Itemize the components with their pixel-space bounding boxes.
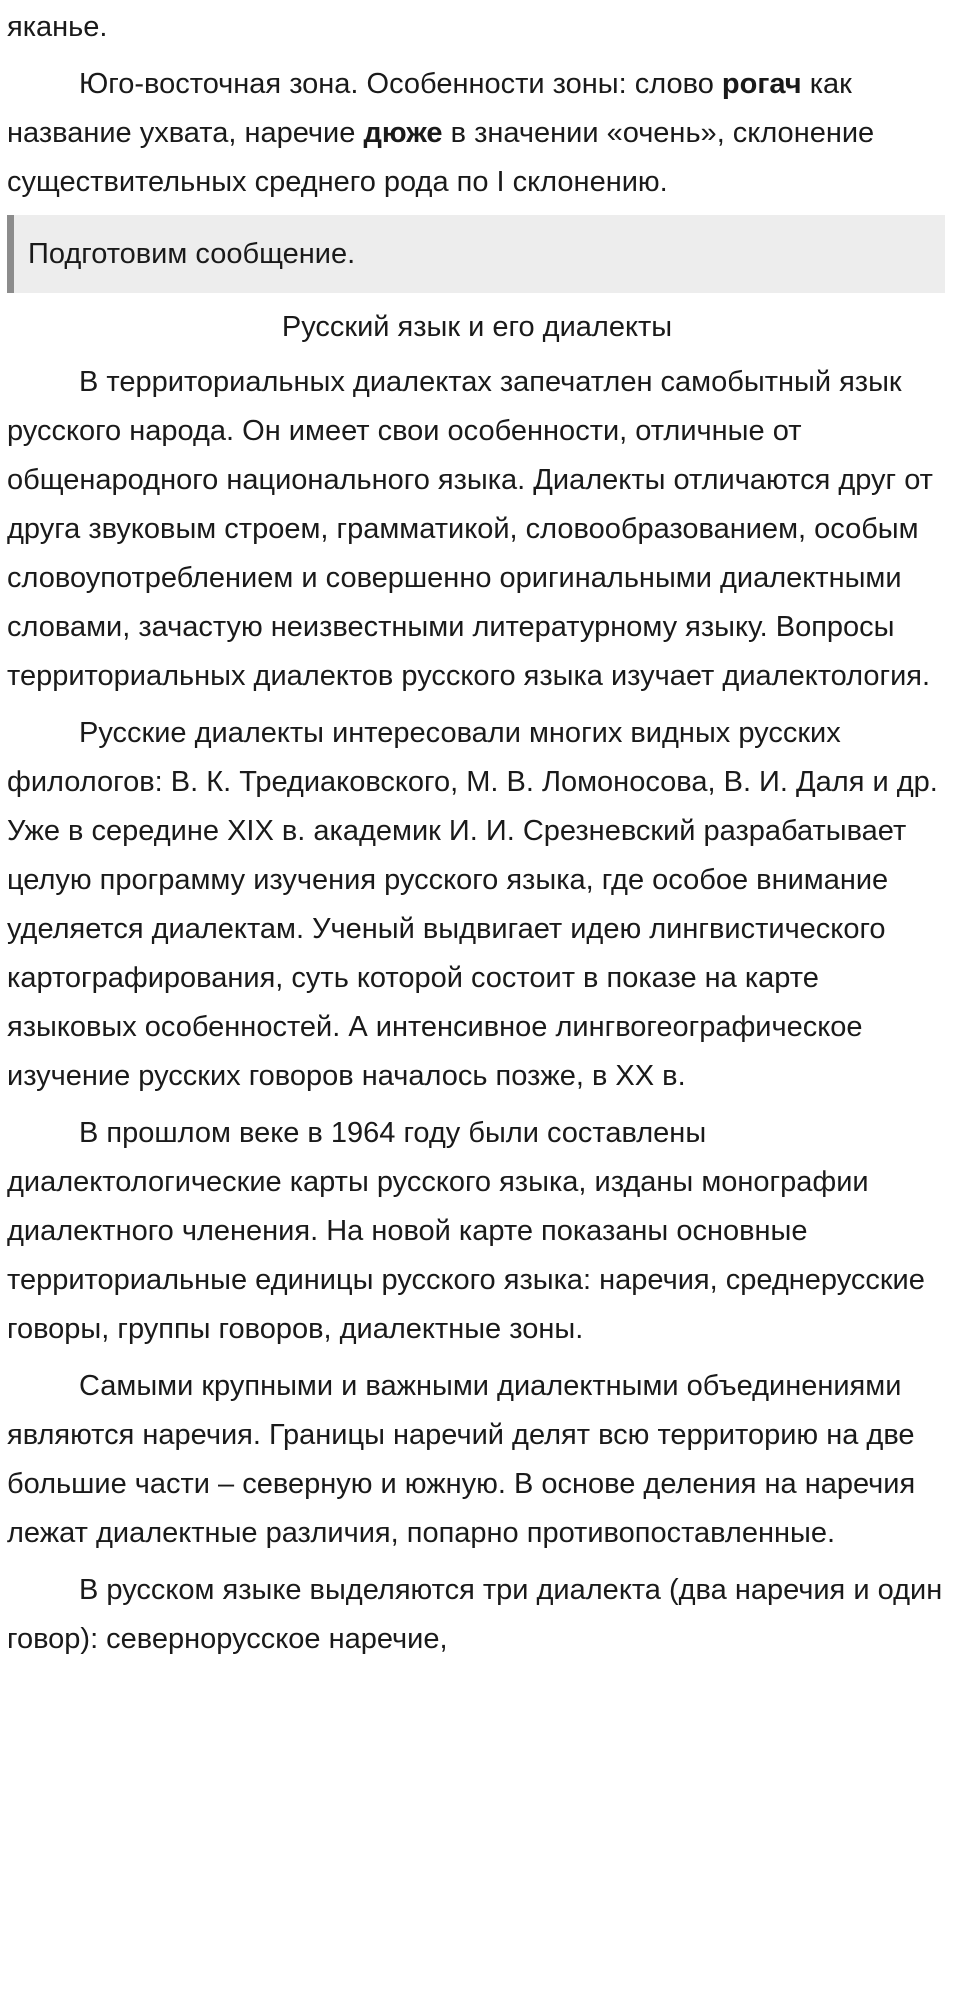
essay-title: Русский язык и его диалекты <box>281 311 673 343</box>
southeast-zone-paragraph <box>7 60 947 207</box>
essay-paragraph-3: В прошлом веке в 1964 году были составлены диалектологические карты русского языка, изданы монографии диалектного членения. На новой карте показаны основные территориальные единицы русского языка: наречия, среднерусские говоры, группы говоров, диалектные зоны. <box>7 1117 925 1345</box>
essay-paragraph-1: В территориальных диалектах запечатлен самобытный язык русского народа. Он имеет свои особенности, отличные от общенародного национального языка. Диалекты отличаются друг от друга звуковым строем, грамматикой, словообразованием, особым словоупотреблением и совершенно оригинальными диалектными словами, зачастую неизвестными литературному языку. Вопросы территориальных диалектов русского языка изучает диалектология. <box>7 366 933 692</box>
southeast-text-2: как название ухвата, наречие <box>7 68 852 149</box>
callout-box <box>7 215 945 293</box>
southeast-text-3: в значении «очень», склонение существительных среднего рода по I склонению. <box>7 117 875 198</box>
essay-paragraph-5: В русском языке выделяются три диалекта (два наречия и один говор): севернорусское наречие, <box>7 1574 943 1655</box>
callout-text: Подготовим сообщение. <box>28 238 356 270</box>
southeast-text-1: Юго-восточная зона. Особенности зоны: слово <box>79 68 722 100</box>
essay-paragraph-4: Самыми крупными и важными диалектными объединениями являются наречия. Границы наречий делят всю территорию на две большие части – северную и южную. В основе деления на наречия лежат диалектные различия, попарно противопоставленные. <box>7 1370 916 1549</box>
intro-tail-text: яканье. <box>7 11 108 43</box>
southeast-bold-word-2: дюже <box>363 117 443 149</box>
essay-paragraph-2: Русские диалекты интересовали многих видных русских филологов: В. К. Тредиаковского, М. В. Ломоносова, В. И. Даля и др. Уже в середине XIX в. академик И. И. Срезневский разрабатывает целую программу изучения русского языка, где особое внимание уделяется диалектам. Ученый выдвигает идею лингвистического картографирования, суть которой состоит в показе на карте языковых особенностей. А интенсивное лингвогеографическое изучение русских говоров началось позже, в XX в. <box>7 717 938 1092</box>
southeast-bold-word-1: рогач <box>721 68 802 100</box>
